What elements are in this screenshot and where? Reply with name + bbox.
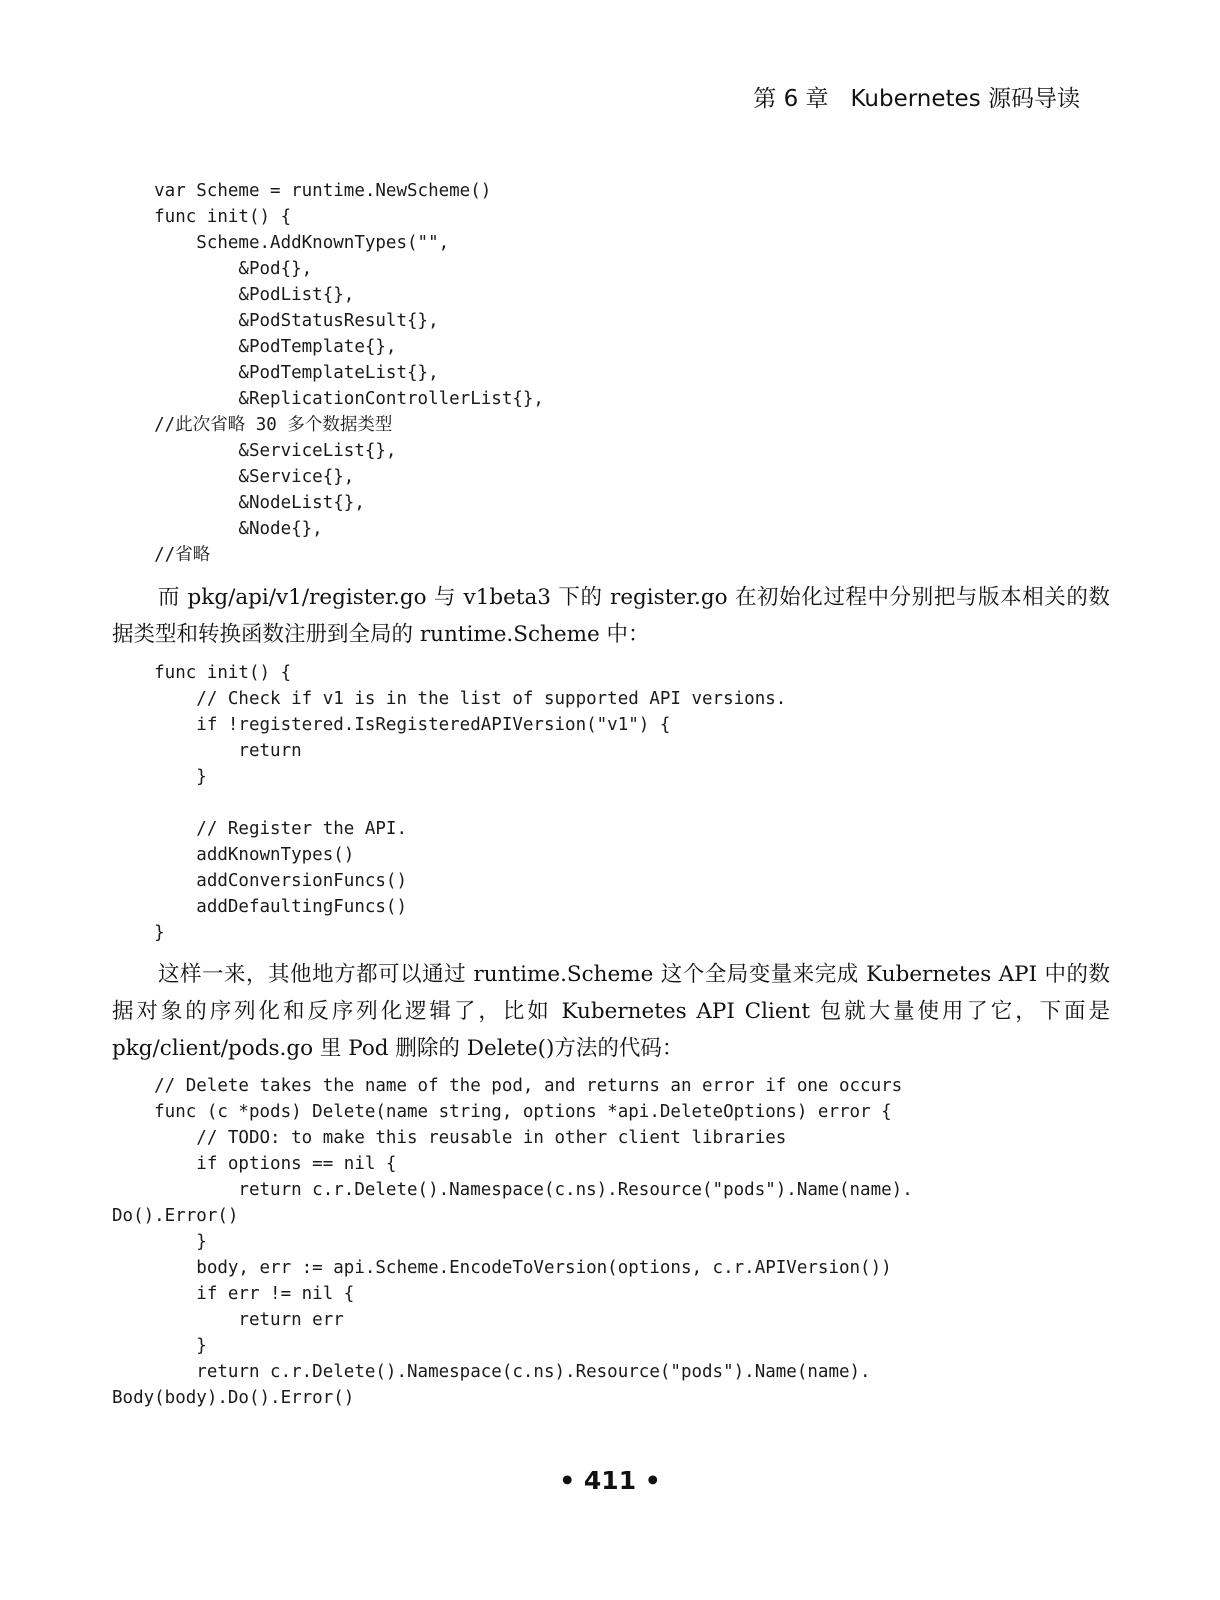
code-line: } <box>112 1232 207 1252</box>
code-line <box>112 790 786 816</box>
code-line: &NodeList{}, <box>112 493 365 513</box>
code-line: //此次省略 30 多个数据类型 <box>112 415 393 435</box>
chapter-number: 第 6 章 <box>753 86 829 112</box>
code-line: addDefaultingFuncs() <box>112 897 408 917</box>
code-line: return err <box>112 1310 344 1330</box>
code-line: &ReplicationControllerList{}, <box>112 389 544 409</box>
paragraph-runtime-scheme: 这样一来，其他地方都可以通过 runtime.Scheme 这个全局变量来完成 Kubernetes API 中的数据对象的序列化和反序列化逻辑了，比如 Kubernetes API Client 包就大量使用了它，下面是 pkg/client/pods.go 里 Pod 删除的 Delete()方法的代码： <box>112 962 1110 1061</box>
code-line: // TODO: to make this reusable in other client libraries <box>112 1128 787 1148</box>
code-block-v1-init <box>112 660 786 946</box>
code-line: // Check if v1 is in the list of supported API versions. <box>112 689 787 709</box>
code-line: // Delete takes the name of the pod, and returns an error if one occurs <box>112 1076 903 1096</box>
code-line: body, err := api.Scheme.EncodeToVersion(options, c.r.APIVersion()) <box>112 1258 892 1278</box>
code-line: return <box>112 741 302 761</box>
code-block-pods-delete <box>112 1073 913 1411</box>
code-block-scheme-init <box>112 178 544 568</box>
code-line: if options == nil { <box>112 1154 397 1174</box>
running-header <box>753 80 1080 113</box>
code-line: } <box>112 923 165 943</box>
code-line: &Node{}, <box>112 519 323 539</box>
code-line: return c.r.Delete().Namespace(c.ns).Resource("pods").Name(name). <box>112 1180 913 1200</box>
code-line: } <box>112 1336 207 1356</box>
code-line: func init() { <box>112 207 292 227</box>
code-line: Scheme.AddKnownTypes("", <box>112 233 450 253</box>
code-line: &PodStatusResult{}, <box>112 311 439 331</box>
code-line: &Service{}, <box>112 467 355 487</box>
code-line: &PodList{}, <box>112 285 355 305</box>
code-line: func (c *pods) Delete(name string, options *api.DeleteOptions) error { <box>112 1102 892 1122</box>
code-line: //省略 <box>112 545 211 565</box>
chapter-title: Kubernetes 源码导读 <box>850 86 1080 112</box>
code-line: } <box>112 767 207 787</box>
code-line: addKnownTypes() <box>112 845 355 865</box>
code-line: var Scheme = runtime.NewScheme() <box>112 181 492 201</box>
code-line: if !registered.IsRegisteredAPIVersion("v1") { <box>112 715 671 735</box>
code-line: func init() { <box>112 663 292 683</box>
paragraph-register-go: 而 pkg/api/v1/register.go 与 v1beta3 下的 register.go 在初始化过程中分别把与版本相关的数据类型和转换函数注册到全局的 runtime.Scheme 中： <box>112 585 1110 647</box>
code-line: if err != nil { <box>112 1284 355 1304</box>
code-line: &PodTemplate{}, <box>112 337 397 357</box>
page-number: • 411 • <box>559 1466 661 1495</box>
code-line: return c.r.Delete().Namespace(c.ns).Resource("pods").Name(name). <box>112 1362 871 1382</box>
code-line: Do().Error() <box>112 1206 239 1226</box>
code-line: &Pod{}, <box>112 259 313 279</box>
code-line: // Register the API. <box>112 819 408 839</box>
code-line: &ServiceList{}, <box>112 441 397 461</box>
code-line: &PodTemplateList{}, <box>112 363 439 383</box>
code-line: addConversionFuncs() <box>112 871 408 891</box>
code-line: Body(body).Do().Error() <box>112 1388 355 1408</box>
